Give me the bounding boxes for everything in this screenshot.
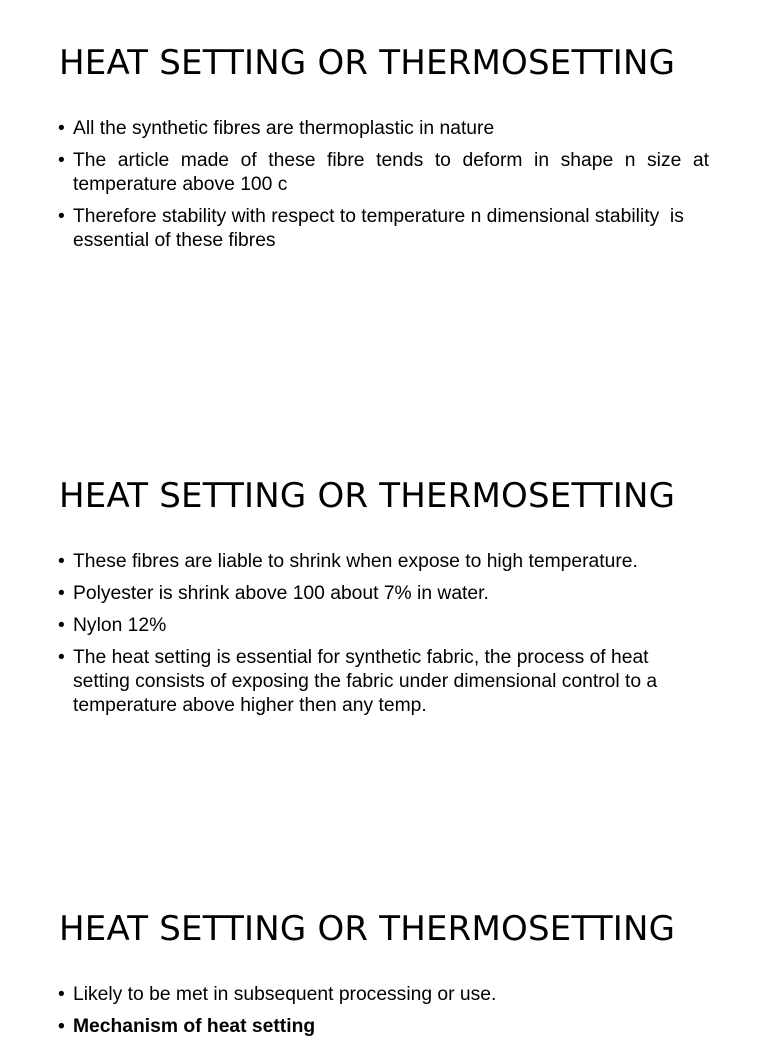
list-item: • All the synthetic fibres are thermoplastic in nature [58,117,709,141]
slide-title: HEAT SETTING OR THERMOSETTING [59,476,676,516]
bullet-list [58,983,709,1047]
list-item: • Likely to be met in subsequent processing or use. [58,983,709,1007]
list-item: • Therefore stability with respect to temperature n dimensional stability is essential of these fibres [58,205,709,253]
list-item: • The heat setting is essential for synthetic fabric, the process of heat setting consists of exposing the fabric under dimensional control to a temperature above higher then any temp. [58,646,709,718]
list-item: • Mechanism of heat setting [58,1015,709,1039]
slide-title: HEAT SETTING OR THERMOSETTING [59,43,676,83]
bullet-list [58,117,709,261]
list-item: • The article made of these fibre tends to deform in shape n size at temperature above 100 c [58,149,709,197]
bullet-list [58,550,709,726]
slide-1 [0,0,768,433]
slide-title: HEAT SETTING OR THERMOSETTING [59,909,676,949]
list-item: • These fibres are liable to shrink when expose to high temperature. [58,550,709,574]
slide-3 [0,866,768,1037]
slide-2 [0,433,768,866]
list-item: • Polyester is shrink above 100 about 7% in water. [58,582,709,606]
list-item: • Nylon 12% [58,614,709,638]
